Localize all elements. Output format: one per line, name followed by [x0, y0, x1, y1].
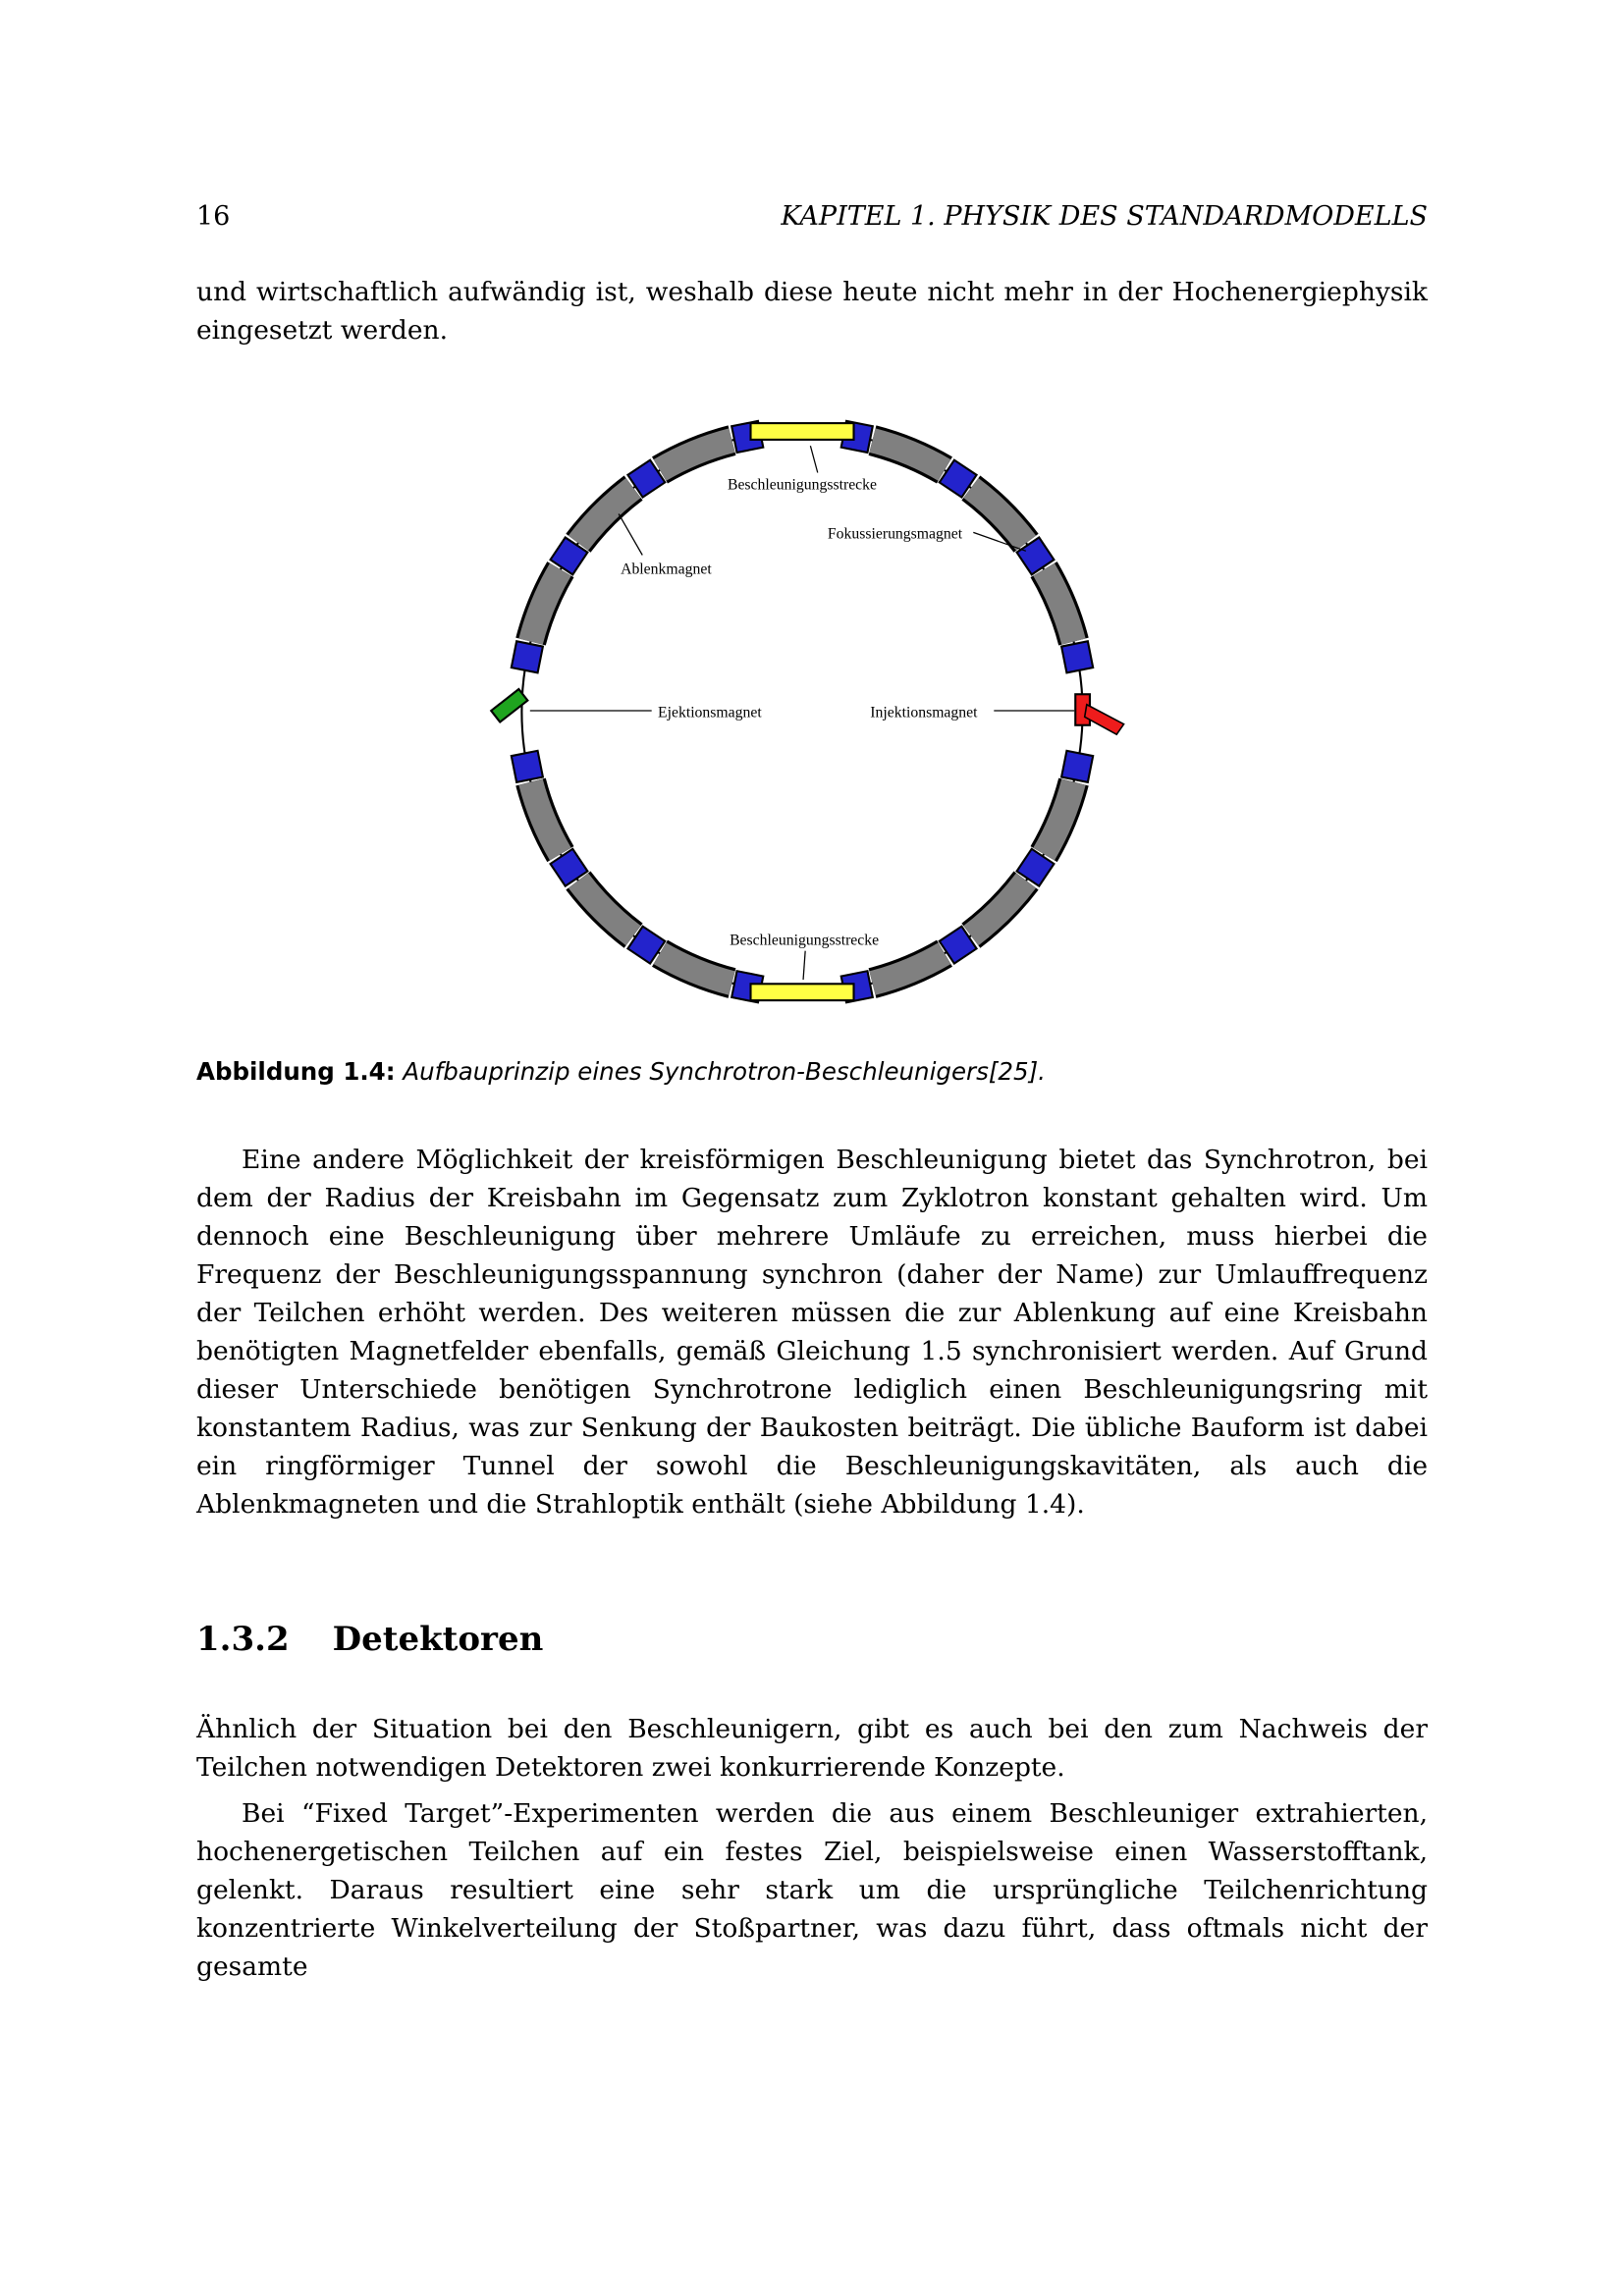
label-ejection: Ejektionsmagnet: [657, 704, 762, 721]
label-bending: Ablenkmagnet: [620, 561, 712, 578]
section-title: Detektoren: [332, 1620, 544, 1659]
paragraph-fixed-target: Bei “Fixed Target”-Experimenten werden die aus einem Beschleuniger extrahierten, hochenergetischen Teilchen auf ein festes Ziel, beispielsweise einen Wasserstofftank, gelenkt. Daraus resultiert eine sehr stark um die ursprüngliche Teilchenrichtung konzentrierte Winkelverteilung der Stoßpartner, was dazu führt, dass oftmals nicht der gesamte: [196, 1798, 1428, 1982]
leader-accel-top: [810, 446, 817, 472]
label-accel-bottom: Beschleunigungsstrecke: [729, 932, 879, 949]
synchrotron-diagram: [461, 400, 1164, 1040]
leader-accel-bottom: [803, 951, 805, 980]
figure-synchrotron: [196, 400, 1428, 1086]
page-number: 16: [196, 201, 231, 232]
label-injection: Injektionsmagnet: [869, 704, 978, 721]
section-number: 1.3.2: [196, 1620, 290, 1659]
page-header: [196, 201, 1428, 232]
caption-text: Aufbauprinzip eines Synchrotron-Beschleunigers[25].: [403, 1057, 1046, 1086]
chapter-running-title: KAPITEL 1. PHYSIK DES STANDARDMODELLS: [781, 201, 1428, 232]
section-heading: [196, 1620, 1428, 1659]
paragraph-synchrotron: Eine andere Möglichkeit der kreisförmigen Beschleunigung bietet das Synchrotron, bei dem der Radius der Kreisbahn im Gegensatz zum Zyklotron konstant gehalten wird. Um dennoch eine Beschleunigung über mehrere Umläufe zu erreichen, muss hierbei die Frequenz der Beschleunigungsspannung synchron (daher der Name) zur Umlauffrequenz der Teilchen erhöht werden. Des weiteren müssen die zur Ablenkung auf eine Kreisbahn benötigten Magnetfelder ebenfalls, gemäß Gleichung 1.5 synchronisiert werden. Auf Grund dieser Unterschiede benötigen Synchrotrone lediglich einen Beschleunigungsring mit konstantem Radius, was zur Senkung der Baukosten beiträgt. Die übliche Bauform ist dabei ein ringförmiger Tunnel der sowohl die Beschleunigungskavitäten, als auch die Ablenkmagneten und die Strahloptik enthält (siehe Abbildung 1.4).: [196, 1145, 1428, 1520]
ring-layer: [491, 421, 1123, 1002]
caption-label: Abbildung 1.4:: [196, 1057, 396, 1086]
figure-caption: [196, 1057, 1428, 1086]
paragraph-detectors-intro: Ähnlich der Situation bei den Beschleunigern, gibt es auch bei den zum Nachweis der Teilchen notwendigen Detektoren zwei konkurrierende Konzepte.: [196, 1714, 1428, 1783]
paragraph-intro: und wirtschaftlich aufwändig ist, weshalb diese heute nicht mehr in der Hochenergiephysik eingesetzt werden.: [196, 277, 1428, 346]
label-focusing: Fokussierungsmagnet: [827, 525, 962, 543]
label-accel-top: Beschleunigungsstrecke: [727, 476, 877, 494]
leader-bending: [619, 514, 642, 556]
